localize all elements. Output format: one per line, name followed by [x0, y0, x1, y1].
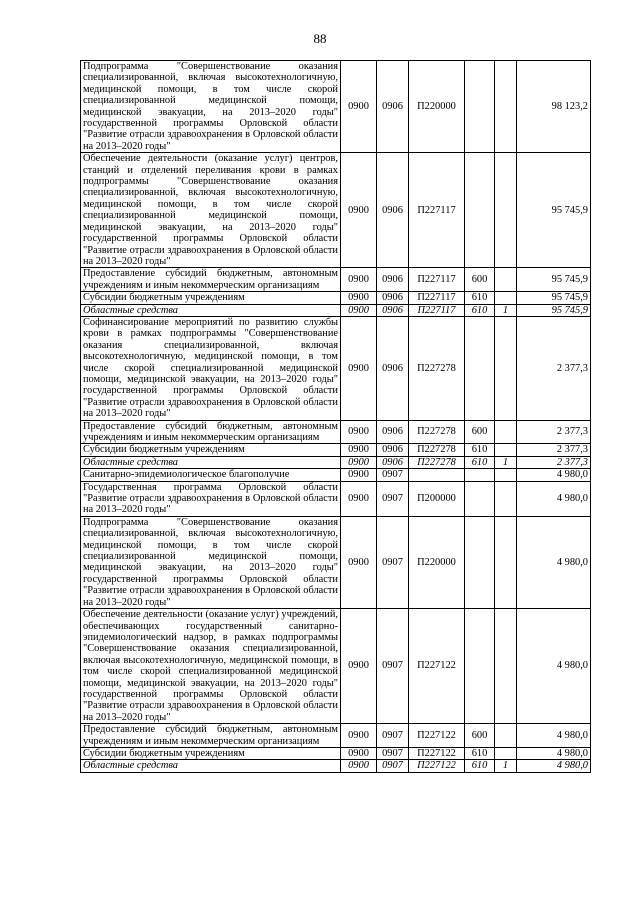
row-amount: 95 745,9: [517, 153, 591, 268]
row-target-article-code: П227122: [409, 609, 465, 724]
row-subsection-code: 0907: [377, 609, 409, 724]
row-section-code: 0900: [341, 724, 377, 748]
row-subsection-code: 0907: [377, 724, 409, 748]
row-amount: 4 980,0: [517, 760, 591, 772]
row-description: Областные средства: [81, 456, 341, 468]
row-target-article-code: П227117: [409, 304, 465, 316]
row-description: Субсидии бюджетным учреждениям: [81, 444, 341, 456]
row-source-code: [495, 153, 517, 268]
row-description: Предоставление субсидий бюджетным, автономным учреждениям и иным некоммерческим организациям: [81, 268, 341, 292]
row-source-code: 1: [495, 304, 517, 316]
row-section-code: 0900: [341, 456, 377, 468]
row-source-code: [495, 316, 517, 420]
row-target-article-code: П227122: [409, 747, 465, 759]
table-row: [81, 420, 591, 444]
row-amount: 95 745,9: [517, 304, 591, 316]
row-subsection-code: 0907: [377, 481, 409, 516]
row-section-code: 0900: [341, 469, 377, 481]
row-amount: 4 980,0: [517, 516, 591, 608]
table-row: [81, 609, 591, 724]
row-description: Областные средства: [81, 304, 341, 316]
row-section-code: 0900: [341, 516, 377, 608]
row-expense-type-code: 610: [465, 456, 495, 468]
row-source-code: [495, 469, 517, 481]
row-source-code: [495, 61, 517, 153]
row-subsection-code: 0906: [377, 304, 409, 316]
row-amount: 4 980,0: [517, 724, 591, 748]
row-target-article-code: [409, 469, 465, 481]
row-section-code: 0900: [341, 61, 377, 153]
table-row: [81, 747, 591, 759]
table-row: [81, 444, 591, 456]
row-subsection-code: 0907: [377, 469, 409, 481]
row-target-article-code: П227278: [409, 444, 465, 456]
row-expense-type-code: [465, 61, 495, 153]
row-section-code: 0900: [341, 420, 377, 444]
row-source-code: 1: [495, 456, 517, 468]
row-section-code: 0900: [341, 304, 377, 316]
row-target-article-code: П227278: [409, 456, 465, 468]
row-target-article-code: П227117: [409, 292, 465, 304]
row-amount: 98 123,2: [517, 61, 591, 153]
row-expense-type-code: [465, 609, 495, 724]
row-target-article-code: П220000: [409, 61, 465, 153]
row-description: Обеспечение деятельности (оказание услуг) центров, станций и отделений переливания крови в рамках подпрограммы "Совершенствование оказания специализированной, включая высокотехнологичную, медицинской помощи, в том числе скорой специализированной медицинской помощи, медицинской эвакуации, на 2013–2020 годы" государственной программы Орловской области "Развитие отрасли здравоохранения в Орловской области на 2013–2020 годы": [81, 153, 341, 268]
table-row: [81, 292, 591, 304]
row-section-code: 0900: [341, 316, 377, 420]
row-subsection-code: 0906: [377, 268, 409, 292]
row-section-code: 0900: [341, 292, 377, 304]
row-expense-type-code: 610: [465, 444, 495, 456]
row-source-code: [495, 481, 517, 516]
row-amount: 4 980,0: [517, 609, 591, 724]
row-source-code: [495, 747, 517, 759]
row-amount: 4 980,0: [517, 469, 591, 481]
row-target-article-code: П227117: [409, 268, 465, 292]
row-section-code: 0900: [341, 481, 377, 516]
table-row: [81, 724, 591, 748]
row-section-code: 0900: [341, 268, 377, 292]
row-description: Софинансирование мероприятий по развитию службы крови в рамках подпрограммы "Совершенствование оказания специализированной, включая высокотехнологичную, медицинской помощи, в том числе скорой специализированной медицинской помощи, медицинской эвакуации, на 2013–2020 годы" государственной программы Орловской области "Развитие отрасли здравоохранения в Орловской области на 2013–2020 годы": [81, 316, 341, 420]
row-subsection-code: 0907: [377, 747, 409, 759]
row-amount: 2 377,3: [517, 316, 591, 420]
row-description: Областные средства: [81, 760, 341, 772]
table-row: [81, 61, 591, 153]
row-subsection-code: 0906: [377, 61, 409, 153]
row-section-code: 0900: [341, 153, 377, 268]
row-source-code: [495, 724, 517, 748]
row-amount: 2 377,3: [517, 420, 591, 444]
row-expense-type-code: [465, 516, 495, 608]
row-subsection-code: 0906: [377, 316, 409, 420]
row-source-code: [495, 268, 517, 292]
row-amount: 95 745,9: [517, 292, 591, 304]
budget-table: [80, 60, 591, 773]
table-row: [81, 469, 591, 481]
row-section-code: 0900: [341, 444, 377, 456]
row-expense-type-code: 600: [465, 420, 495, 444]
row-subsection-code: 0906: [377, 420, 409, 444]
page-number: 88: [313, 31, 327, 46]
row-target-article-code: П200000: [409, 481, 465, 516]
row-source-code: [495, 516, 517, 608]
row-expense-type-code: 610: [465, 304, 495, 316]
row-target-article-code: П220000: [409, 516, 465, 608]
row-subsection-code: 0907: [377, 760, 409, 772]
row-source-code: 1: [495, 760, 517, 772]
row-expense-type-code: [465, 469, 495, 481]
table-row: [81, 304, 591, 316]
row-expense-type-code: [465, 153, 495, 268]
row-subsection-code: 0906: [377, 153, 409, 268]
row-section-code: 0900: [341, 760, 377, 772]
table-row: [81, 481, 591, 516]
row-amount: 4 980,0: [517, 481, 591, 516]
table-row: [81, 153, 591, 268]
row-target-article-code: П227122: [409, 724, 465, 748]
row-amount: 2 377,3: [517, 456, 591, 468]
table-row: [81, 316, 591, 420]
row-description: Подпрограмма "Совершенствование оказания специализированной, включая высокотехнологичную, медицинской помощи, в том числе скорой специализированной медицинской помощи, медицинской эвакуации, на 2013–2020 годы" государственной программы Орловской области "Развитие отрасли здравоохранения в Орловской области на 2013–2020 годы": [81, 61, 341, 153]
row-expense-type-code: [465, 481, 495, 516]
row-description: Подпрограмма "Совершенствование оказания специализированной, включая высокотехнологичную, медицинской помощи, в том числе скорой специализированной медицинской помощи, медицинской эвакуации, на 2013–2020 годы" государственной программы Орловской области "Развитие отрасли здравоохранения в Орловской области на 2013–2020 годы": [81, 516, 341, 608]
row-source-code: [495, 292, 517, 304]
row-description: Санитарно-эпидемиологическое благополучие: [81, 469, 341, 481]
row-source-code: [495, 420, 517, 444]
row-source-code: [495, 609, 517, 724]
table-row: [81, 760, 591, 772]
row-target-article-code: П227278: [409, 420, 465, 444]
row-target-article-code: П227122: [409, 760, 465, 772]
row-description: Обеспечение деятельности (оказание услуг) учреждений, обеспечивающих государственный санитарно-эпидемиологический надзор, в рамках подпрограммы "Совершенствование оказания специализированной, включая высокотехнологичную, медицинской помощи, в том числе скорой специализированной медицинской помощи, медицинской эвакуации, на 2013–2020 годы" государственной программы Орловской области "Развитие отрасли здравоохранения в Орловской области на 2013–2020 годы": [81, 609, 341, 724]
row-description: Субсидии бюджетным учреждениям: [81, 747, 341, 759]
budget-table-body: [81, 61, 591, 773]
table-row: [81, 516, 591, 608]
row-source-code: [495, 444, 517, 456]
row-description: Субсидии бюджетным учреждениям: [81, 292, 341, 304]
row-subsection-code: 0907: [377, 516, 409, 608]
row-subsection-code: 0906: [377, 456, 409, 468]
row-target-article-code: П227117: [409, 153, 465, 268]
row-expense-type-code: 610: [465, 292, 495, 304]
row-section-code: 0900: [341, 609, 377, 724]
row-subsection-code: 0906: [377, 292, 409, 304]
row-subsection-code: 0906: [377, 444, 409, 456]
row-expense-type-code: 610: [465, 747, 495, 759]
row-expense-type-code: 600: [465, 268, 495, 292]
row-expense-type-code: 610: [465, 760, 495, 772]
row-section-code: 0900: [341, 747, 377, 759]
row-description: Государственная программа Орловской области "Развитие отрасли здравоохранения в Орловской области на 2013–2020 годы": [81, 481, 341, 516]
row-target-article-code: П227278: [409, 316, 465, 420]
row-amount: 95 745,9: [517, 268, 591, 292]
row-description: Предоставление субсидий бюджетным, автономным учреждениям и иным некоммерческим организациям: [81, 420, 341, 444]
table-row: [81, 456, 591, 468]
row-amount: 4 980,0: [517, 747, 591, 759]
row-expense-type-code: 600: [465, 724, 495, 748]
table-row: [81, 268, 591, 292]
row-expense-type-code: [465, 316, 495, 420]
row-description: Предоставление субсидий бюджетным, автономным учреждениям и иным некоммерческим организациям: [81, 724, 341, 748]
row-amount: 2 377,3: [517, 444, 591, 456]
